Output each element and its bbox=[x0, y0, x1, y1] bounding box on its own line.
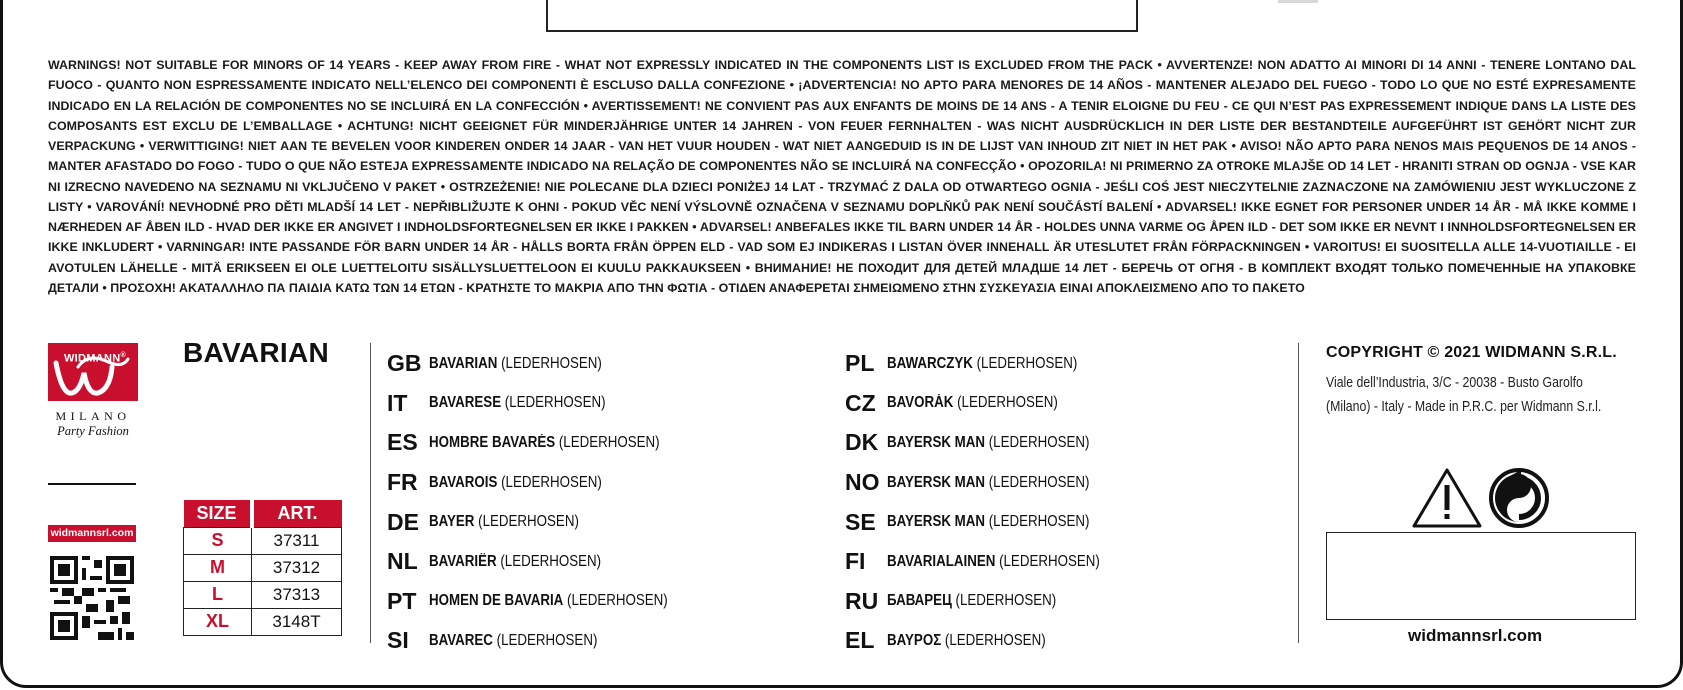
lang-code: FI bbox=[845, 548, 866, 575]
lang-code: CZ bbox=[845, 389, 876, 416]
list-item bbox=[845, 344, 1134, 384]
top-edge-mark bbox=[1278, 0, 1318, 3]
table-row bbox=[184, 554, 342, 581]
table-row bbox=[184, 527, 342, 554]
art-header: ART. bbox=[252, 500, 342, 527]
list-item bbox=[387, 344, 707, 384]
lang-name: BAVARIËR (LEDERHOSEN) bbox=[429, 552, 602, 570]
lang-code: RU bbox=[845, 587, 879, 614]
company-address bbox=[1326, 371, 1605, 419]
top-window-box bbox=[546, 0, 1138, 32]
safety-warnings: WARNINGS! NOT SUITABLE FOR MINORS OF 14 YEARS - KEEP AWAY FROM FIRE - WHAT NOT EXPRESSLY INDICATED IN THE COMPONENTS LIST IS EXCLUDED FROM THE PACK • AVVERTENZE! NON ADATTO AI MINORI DI 14 ANNI - TENERE LONTANO DAL FUOCO - QUANTO NON ESPRESSAMENTE INDICATO NELL’ELENCO DEI COMPONENTI È ESCLUSO DALLA CONFEZIONE • ¡ADVERTENCIA! NO APTO PARA MENORES DE 14 AÑOS - MANTENER ALEJADO DEL FUEGO - TODO LO QUE NO ESTÉ EXPRESAMENTE INDICADO EN LA RELACIÓN DE COMPONENTES NO SE INCLUIRÁ EN LA CONFECCIÓN • AVERTISSEMENT! NE CONVIENT PAS AUX ENFANTS DE MOINS DE 14 ANS - A TENIR ELOIGNE DU FEU - CE QUI N’EST PAS EXPRESSEMENT INDIQUE DANS LA LISTE DES COMPOSANTS EST EXCLU DE L’EMBALLAGE • ACHTUNG! NICHT GEEIGNET FÜR MINDERJÄHRIGE UNTER 14 JAHREN - VON FEUER FERNHALTEN - WAS NICHT AUSDRÜCKLICH IN DER LISTE DER BESTANDTEILE AUFGEFÜHRT IST GEHÖRT NICHT ZUR VERPACKUNG • VERWITTIGING! NIET AAN TE BEVELEN VOOR KINDEREN ONDER 14 JAAR - VAN HET VUUR HOUDEN - WAT NIET AANGEDUID IS IN DE LIJST VAN INHOUD ZIT NIET IN HET PAK • AVISO! NÃO APTO PARA NENOS MAIS PEQUENOS DE 14 ANOS - MANTER AFASTADO DO FOGO - TUDO O QUE NÃO ESTEJA EXPRESSAMENTE INDICADO NA RELAÇÃO DE COMPONENTES NÃO SE INCLUIRÁ NA CONFECÇÃO • OPOZORILA! NI PRIMERNO ZA OTROKE MLAJŠE OD 14 LET - HRANITI STRAN OD OGNJA - VSE KAR NI IZRECNO NAVEDENO NA SEZNAMU NI VKLJUČENO V PAKET • OSTRZEŻENIE! NIE POLECANE DLA DZIECI PONIŻEJ 14 LAT - TRZYMAĆ Z DALA OD OTWARTEGO OGNIA - JEŚLI COŚ JEST NIECZYTELNIE ZAZNACZONE NA ZAMÓWIENIU JEST WYKLUCZONE Z LISTY • VAROVÁNÍ! NEVHODNÉ PRO DĚTI MLADŠÍ 14 LET - NEPŘIBLIŽUJTE K OHNI - POKUD VĚC NENÍ VÝSLOVNĚ OZNAČENA V SEZNAMU DOPLŇKŮ PAK NENÍ SOUČÁSTÍ BALENÍ • ADVARSEL! IKKE EGNET FOR PERSONER UNDER 14 ÅR - MÅ IKKE KOMME I NÆRHEDEN AF ÅBEN ILD - HVAD DER IKKE ER ANGIVET I INDHOLDSFORTEGNELSEN ER IKKE I PAKKEN • ADVARSEL! ANBEFALES IKKE TIL BARN UNDER 14 ÅR - HOLDES UNNA VARME OG ÅPEN ILD - DET SOM IKKE ER NEVNT I INNHOLDSFORTEGNELSEN ER IKKE INKLUDERT • VARNINGAR! INTE PASSANDE FÖR BARN UNDER 14 ÅR - HÅLLS BORTA FRÅN ÖPPEN ELD - VAD SOM EJ INDIKERAS I LISTAN ÖVER INNEHALL ÄR UTESLUTET FRÅN FÖRPACKNINGEN • VAROITUS! EI SUOSITELLA ALLE 14-VUOTIAILLE - EI AVOTULEN LÄHELLE - MITÄ ERIKSEEN EI OLE LUETTELOITU SISÄLLYSLUETTELOON EI KUULU PAKKAUKSEEN • ВНИМАНИЕ! НЕ ПОХОДИТ ДЛЯ ДЕТЕЙ МЛАДШЕ 14 ЛЕТ - БЕРЕЧЬ ОТ ОГНЯ - В КОМПЛЕКТ ВХОДЯТ ТОЛЬКО ПОМЕЧЕННЫЕ НА УПАКОВКЕ ДЕТАЛИ • ΠΡΟΣΟΧΗ! ΑΚΑΤΑΛΛΗΛΟ ΠΑ ΠΑΙΔΙΑ ΚΑΤΩ ΤΩΝ 14 ΕΤΩΝ - ΚΡΑΤΗΣΤΕ ΤΟ ΜΑΚΡΙΑ ΑΠΟ ΤΗΝ ΦΩΤΙΑ - ΟΤΙΔΕΝ ΑΝΑΦΕΡΕΤΑΙ ΣΗΜΕΙΩΜΕΝΟ ΣΤΗΝ ΣΥΣΚΕΥΑΣΙΑ ΕΙΝΑΙ ΑΠΟΚΛΕΙΣΜΕΝΟ ΑΠΟ ΤΟ ΠΑΚΕΤΟ bbox=[48, 58, 1636, 295]
language-list-left bbox=[387, 344, 707, 661]
lang-code: PT bbox=[387, 587, 417, 614]
lang-name: BAVARIAN (LEDERHOSEN) bbox=[429, 354, 602, 372]
list-item bbox=[387, 463, 707, 503]
lang-name: ΒΑΥΡΟΣ (LEDERHOSEN) bbox=[887, 631, 1046, 649]
list-item bbox=[845, 423, 1134, 463]
art-cell: 37312 bbox=[252, 554, 342, 581]
list-item bbox=[387, 384, 707, 424]
lang-code: ES bbox=[387, 429, 418, 456]
logo-city: MILANO bbox=[55, 409, 131, 423]
lang-code: EL bbox=[845, 627, 875, 654]
green-dot-recycle-icon bbox=[1488, 467, 1550, 529]
lang-name: БАВАРЕЦ (LEDERHOSEN) bbox=[887, 592, 1057, 610]
list-item bbox=[387, 423, 707, 463]
language-list-right bbox=[845, 344, 1134, 661]
lang-code: IT bbox=[387, 389, 408, 416]
size-cell: M bbox=[184, 554, 252, 581]
lang-name: BAWARCZYK (LEDERHOSEN) bbox=[887, 354, 1078, 372]
size-header: SIZE bbox=[184, 500, 252, 527]
size-cell: S bbox=[184, 527, 252, 554]
art-cell: 3148T bbox=[252, 608, 342, 635]
copyright-notice: COPYRIGHT © 2021 WIDMANN S.R.L. bbox=[1326, 344, 1617, 361]
lang-name: BAYERSK MAN (LEDERHOSEN) bbox=[887, 473, 1090, 491]
lang-code: SE bbox=[845, 508, 876, 535]
lang-code: SI bbox=[387, 627, 409, 654]
table-row bbox=[184, 608, 342, 635]
lang-name: BAVARESE (LEDERHOSEN) bbox=[429, 394, 606, 412]
list-item bbox=[845, 582, 1134, 622]
column-divider bbox=[370, 343, 371, 643]
list-item bbox=[845, 384, 1134, 424]
list-item bbox=[387, 582, 707, 622]
warning-triangle-icon bbox=[1411, 467, 1483, 529]
brand-divider bbox=[48, 483, 136, 485]
column-divider bbox=[1298, 343, 1299, 643]
list-item bbox=[845, 463, 1134, 503]
lang-code: NO bbox=[845, 469, 880, 496]
lang-name: HOMEN DE BAVARIA (LEDERHOSEN) bbox=[429, 592, 668, 610]
logo-wordmark: WIDMANN® bbox=[64, 352, 126, 365]
footer-website: widmannsrl.com bbox=[1408, 626, 1543, 645]
lang-name: BAVARIALAINEN (LEDERHOSEN) bbox=[887, 552, 1100, 570]
list-item bbox=[845, 621, 1134, 661]
table-row bbox=[184, 581, 342, 608]
batch-info-box bbox=[1326, 532, 1636, 620]
list-item bbox=[387, 621, 707, 661]
lang-name: BAVAROIS (LEDERHOSEN) bbox=[429, 473, 602, 491]
lang-code: GB bbox=[387, 350, 422, 377]
lang-code: PL bbox=[845, 350, 875, 377]
site-tag: widmannsrl.com bbox=[48, 525, 136, 542]
product-title: BAVARIAN bbox=[183, 337, 330, 368]
list-item bbox=[387, 502, 707, 542]
list-item bbox=[387, 542, 707, 582]
art-cell: 37313 bbox=[252, 581, 342, 608]
logo-tagline: Party Fashion bbox=[57, 424, 129, 438]
lang-name: BAYER (LEDERHOSEN) bbox=[429, 513, 579, 531]
lang-code: FR bbox=[387, 469, 418, 496]
lang-code: DE bbox=[387, 508, 419, 535]
lang-name: BAVORÁK (LEDERHOSEN) bbox=[887, 394, 1058, 412]
lang-name: BAYERSK MAN (LEDERHOSEN) bbox=[887, 513, 1090, 531]
size-cell: L bbox=[184, 581, 252, 608]
list-item bbox=[845, 542, 1134, 582]
lang-name: HOMBRE BAVARÉS (LEDERHOSEN) bbox=[429, 433, 660, 451]
size-table bbox=[183, 500, 342, 636]
qr-code bbox=[50, 556, 134, 640]
address-line: Viale dell’Industria, 3/C - 20038 - Busto Garolfo bbox=[1326, 374, 1583, 391]
lang-name: BAYERSK MAN (LEDERHOSEN) bbox=[887, 433, 1090, 451]
lang-code: DK bbox=[845, 429, 879, 456]
size-cell: XL bbox=[184, 608, 252, 635]
art-cell: 37311 bbox=[252, 527, 342, 554]
address-line: (Milano) - Italy - Made in P.R.C. per Widmann S.r.l. bbox=[1326, 398, 1602, 415]
list-item bbox=[845, 502, 1134, 542]
lang-name: BAVAREC (LEDERHOSEN) bbox=[429, 631, 598, 649]
lang-code: NL bbox=[387, 548, 418, 575]
